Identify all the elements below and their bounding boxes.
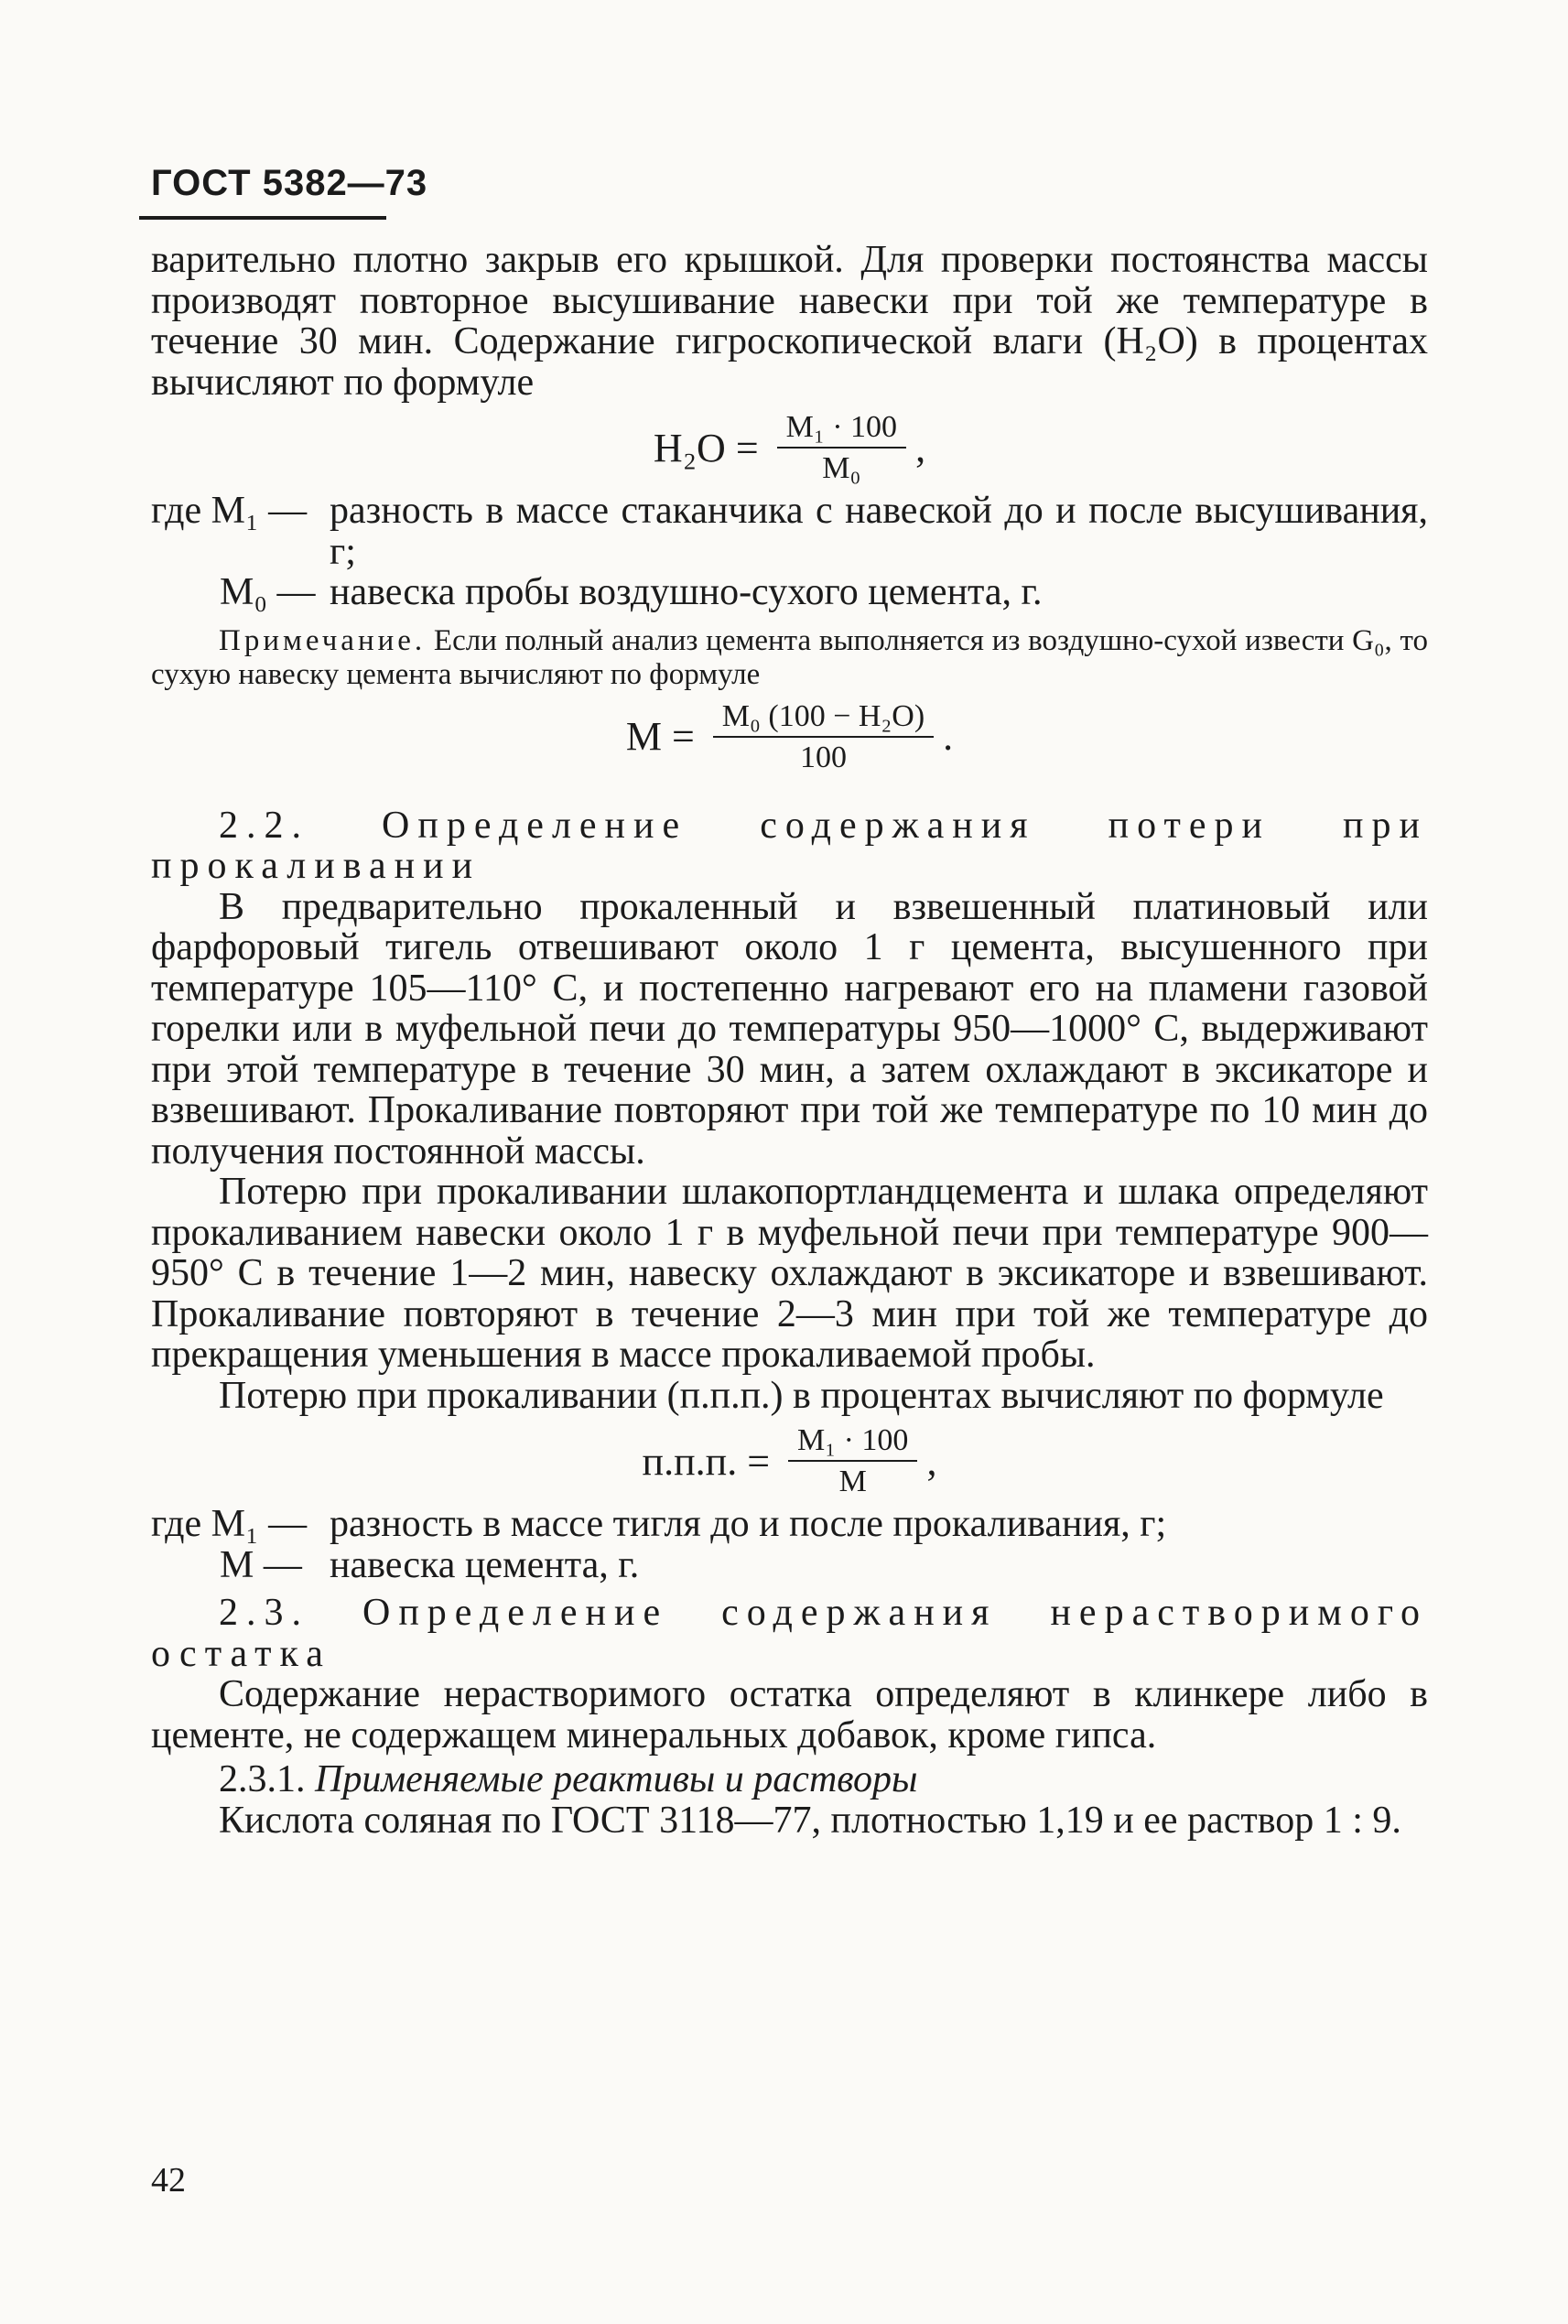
formula-fraction [777,408,906,489]
formula-fraction [788,1421,917,1502]
definitions-ignition [151,1504,1428,1585]
definitions-moisture [151,491,1428,613]
formula-lhs: M = [625,714,695,760]
formula-denominator: 100 [799,740,847,774]
definition-term: где M₁ — [151,490,308,532]
subsection-title: Применяемые реактивы и растворы [315,1758,918,1800]
section-heading-2-2: 2.2. Определение содержания потери при прокаливании [151,804,1428,887]
subsection-number: 2.3.1. [219,1758,306,1800]
document-code: ГОСТ 5382—73 [151,163,428,203]
definition-desc: навеска цемента, г. [330,1543,640,1586]
header-rule [139,216,386,220]
formula-lhs: H₂O = [653,425,759,470]
definition-item [151,491,1428,572]
definition-item [151,1504,1428,1545]
formula-denominator: M [838,1465,867,1498]
formula-numerator: M₀ (100 − H₂O) [713,697,934,738]
note-text: Если полный анализ цемента выполняется из воздушно-сухой извести G₀, то сухую навеску цемента вычисляют по формуле [151,623,1429,691]
paragraph-insoluble-residue: Содержание нерастворимого остатка определяют в клинкере либо в цементе, не содержащем минеральных добавок, кроме гипса. [151,1673,1428,1757]
paragraph-ignition-procedure: В предварительно прокаленный и взвешенный платиновый или фарфоровый тигель отвешивают около 1 г цемента, высушенного при температуре 105—110° С, и постепенно нагревают его на пламени газовой горелки или в муфельной печи до температуры 950—1000° С, выдерживают при этой температуре в течение 30 мин, а затем охлаждают в эксикаторе и взвешивают. Прокаливание повторяют при той же температуре по 10 мин до получения постоянной массы. [151,885,1428,1173]
paragraph-moisture: варительно плотно закрыв его крышкой. Для проверки постоянства массы производят повторное высушивание навески при той же температуре в течение 30 мин. Содержание гигроскопической влаги (H₂O) в процентах вычисляют по формуле [151,239,1428,404]
definition-desc: разность в массе тигля до и после прокаливания, г; [330,1503,1167,1545]
definition-term: M — [220,1543,302,1586]
note [151,624,1428,692]
paragraph-slag-ignition: Потерю при прокаливании шлакопортландцемента и шлака определяют прокаливанием навески около 1 г в муфельной печи при температуре 900—950° С в течение 1—2 мин, навеску охлаждают в эксикаторе и взвешивают. Прокаливание повторяют в течение 2—3 мин при той же температуре до прекращения уменьшения в массе прокаливаемой пробы. [151,1171,1428,1376]
formula-numerator: M₁ · 100 [788,1421,917,1462]
definition-item [151,1545,1428,1586]
page-number: 42 [151,2161,186,2200]
formula-ignition-loss [151,1421,1428,1502]
definition-term: M₀ — [220,571,316,613]
definition-item [151,572,1428,613]
formula-moisture [151,408,1428,489]
formula-fraction [713,697,934,778]
paragraph-ignition-formula-intro: Потерю при прокаливании (п.п.п.) в процентах вычисляют по формуле [219,1374,1384,1417]
paragraph-reagents: Кислота соляная по ГОСТ 3118—77, плотностью 1,19 и ее раствор 1 : 9. [219,1799,1401,1842]
formula-punctuation: . [943,714,954,760]
body-text [151,240,1428,1841]
definition-term: где M₁ — [151,1503,308,1545]
formula-denominator: M₀ [822,451,861,485]
subsection-heading-2-3-1 [151,1759,1428,1800]
formula-lhs: п.п.п. = [642,1438,771,1484]
definition-desc: навеска пробы воздушно-сухого цемента, г. [330,571,1043,613]
formula-dry-mass [151,697,1428,778]
definition-desc: разность в массе стаканчика с навеской до и после высушивания, г; [330,490,1428,573]
section-heading-2-3: 2.3. Определение содержания нерастворимого остатка [151,1592,1428,1675]
formula-numerator: M₁ · 100 [777,408,906,449]
formula-punctuation: , [926,1438,937,1484]
note-label: Примечание. [219,623,427,657]
formula-punctuation: , [915,425,926,470]
